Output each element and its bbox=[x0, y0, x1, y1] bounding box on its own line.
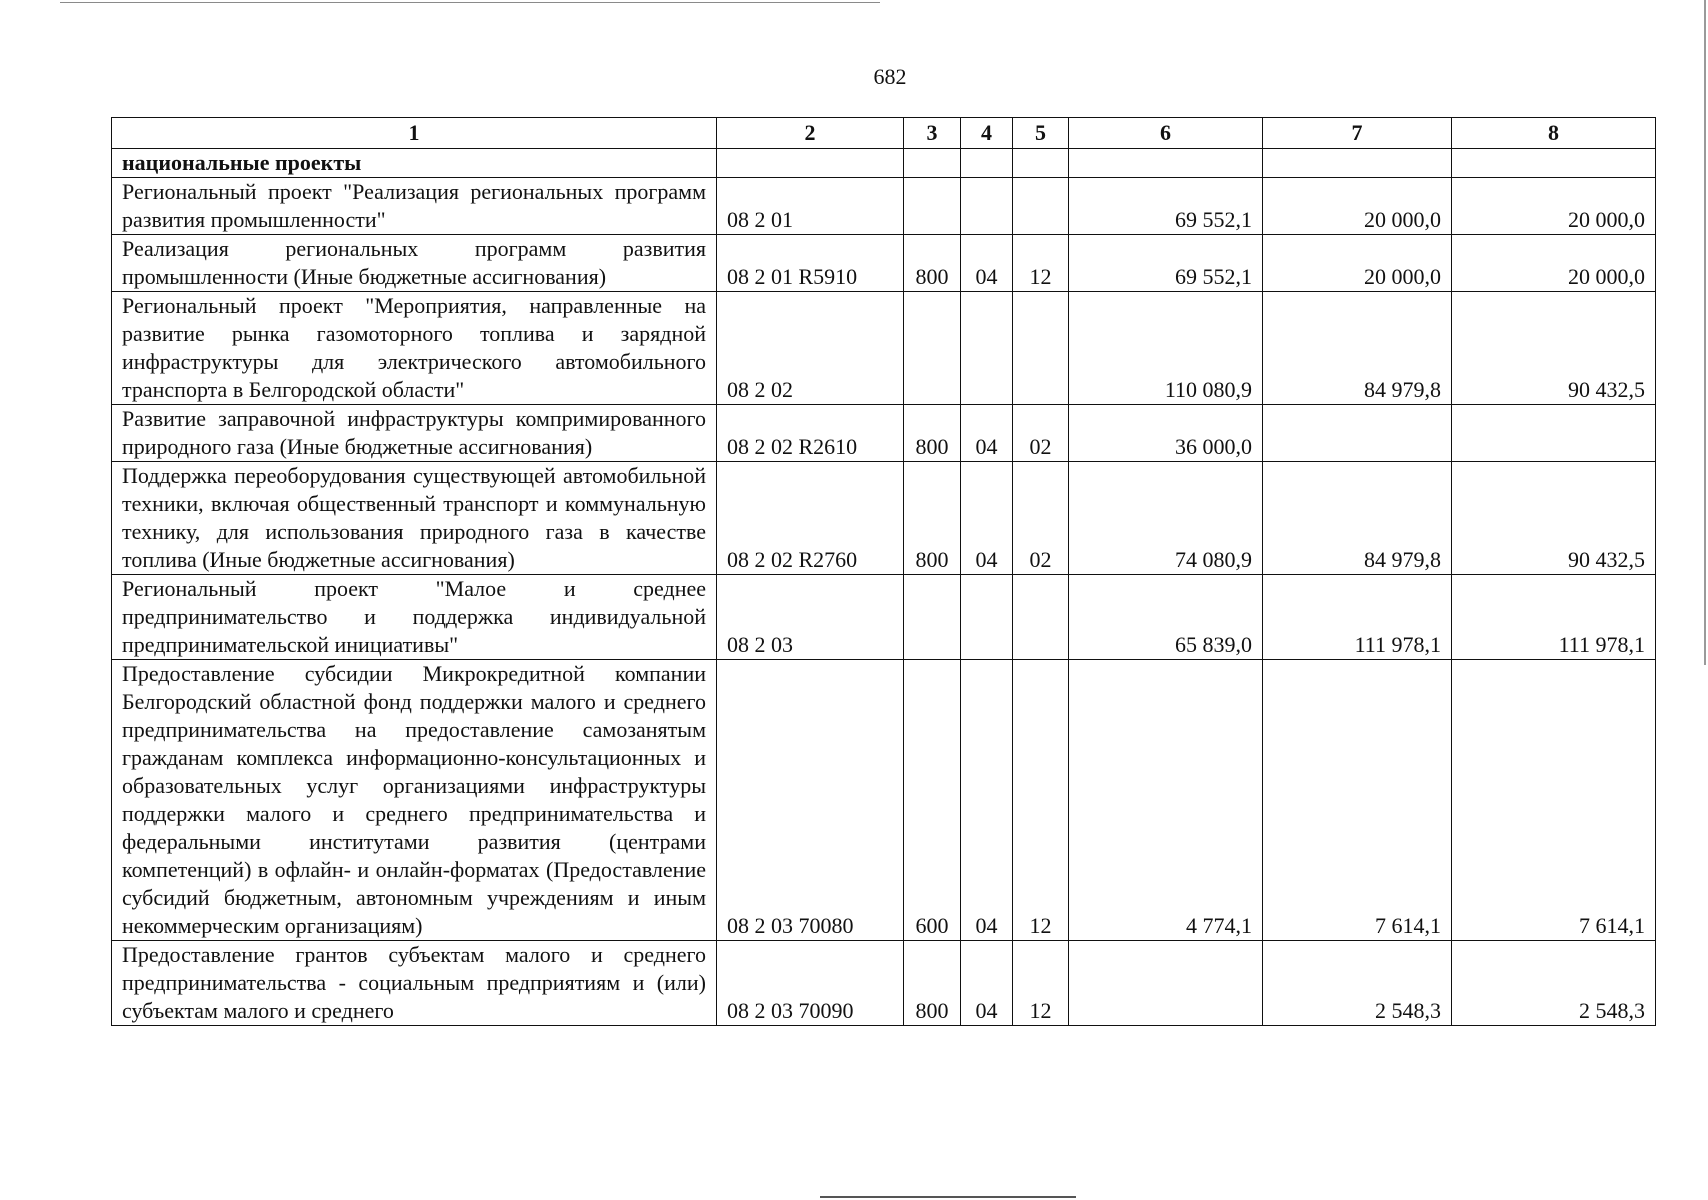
row-section bbox=[961, 292, 1013, 405]
row-amount-col7: 7 614,1 bbox=[1263, 660, 1452, 941]
table-row bbox=[112, 292, 1656, 405]
row-target-code: 08 2 02 R2760 bbox=[717, 462, 904, 575]
row-expense-type: 600 bbox=[904, 660, 961, 941]
row-amount-col8: 111 978,1 bbox=[1452, 575, 1656, 660]
footnote-separator-line bbox=[820, 1196, 1076, 1198]
row-section: 04 bbox=[961, 405, 1013, 462]
row-subsection bbox=[1013, 292, 1069, 405]
row-amount-col7: 2 548,3 bbox=[1263, 941, 1452, 1026]
row-amount-col6: 65 839,0 bbox=[1069, 575, 1263, 660]
row-section: 04 bbox=[961, 660, 1013, 941]
row-amount-col6: 4 774,1 bbox=[1069, 660, 1263, 941]
row-amount-col7: 84 979,8 bbox=[1263, 462, 1452, 575]
row-target-code: 08 2 01 bbox=[717, 178, 904, 235]
row-target-code: 08 2 03 70080 bbox=[717, 660, 904, 941]
row-amount-col6: 69 552,1 bbox=[1069, 178, 1263, 235]
table-row bbox=[112, 941, 1656, 1026]
row-expense-type: 800 bbox=[904, 941, 961, 1026]
row-expense-type bbox=[904, 575, 961, 660]
row-section bbox=[961, 178, 1013, 235]
row-description: Региональный проект "Реализация региональных программ развития промышленности" bbox=[112, 178, 717, 235]
table-row bbox=[112, 405, 1656, 462]
row-expense-type: 800 bbox=[904, 405, 961, 462]
row-amount-col7: 20 000,0 bbox=[1263, 235, 1452, 292]
row-subsection: 12 bbox=[1013, 941, 1069, 1026]
row-expense-type: 800 bbox=[904, 235, 961, 292]
row-amount-col7 bbox=[1263, 149, 1452, 178]
row-subsection: 12 bbox=[1013, 660, 1069, 941]
row-subsection: 12 bbox=[1013, 235, 1069, 292]
row-amount-col8: 2 548,3 bbox=[1452, 941, 1656, 1026]
table-row bbox=[112, 149, 1656, 178]
column-header-6: 6 bbox=[1069, 118, 1263, 149]
column-header-5: 5 bbox=[1013, 118, 1069, 149]
row-section: 04 bbox=[961, 462, 1013, 575]
row-expense-type bbox=[904, 178, 961, 235]
row-target-code: 08 2 03 bbox=[717, 575, 904, 660]
row-subsection bbox=[1013, 575, 1069, 660]
row-section bbox=[961, 575, 1013, 660]
row-target-code: 08 2 01 R5910 bbox=[717, 235, 904, 292]
column-header-7: 7 bbox=[1263, 118, 1452, 149]
row-subsection bbox=[1013, 178, 1069, 235]
row-description: Региональный проект "Малое и среднее предпринимательство и поддержка индивидуальной предпринимательской инициативы" bbox=[112, 575, 717, 660]
row-description: Поддержка переоборудования существующей автомобильной техники, включая общественный транспорт и коммунальную технику, для использования природного газа в качестве топлива (Иные бюджетные ассигнования) bbox=[112, 462, 717, 575]
row-target-code: 08 2 02 R2610 bbox=[717, 405, 904, 462]
row-description: Развитие заправочной инфраструктуры компримированного природного газа (Иные бюджетные ассигнования) bbox=[112, 405, 717, 462]
table-header-row bbox=[112, 118, 1656, 149]
table-row bbox=[112, 660, 1656, 941]
row-description: Реализация региональных программ развития промышленности (Иные бюджетные ассигнования) bbox=[112, 235, 717, 292]
row-target-code bbox=[717, 149, 904, 178]
row-amount-col7 bbox=[1263, 405, 1452, 462]
row-description: Региональный проект "Мероприятия, направленные на развитие рынка газомоторного топлива и зарядной инфраструктуры для электрического автомобильного транспорта в Белгородской области" bbox=[112, 292, 717, 405]
column-header-3: 3 bbox=[904, 118, 961, 149]
row-section bbox=[961, 149, 1013, 178]
row-description: Предоставление грантов субъектам малого и среднего предпринимательства - социальным предприятиям и (или) субъектам малого и среднего bbox=[112, 941, 717, 1026]
column-header-8: 8 bbox=[1452, 118, 1656, 149]
scan-edge-line-right bbox=[1704, 0, 1706, 665]
row-target-code: 08 2 02 bbox=[717, 292, 904, 405]
row-amount-col6: 74 080,9 bbox=[1069, 462, 1263, 575]
row-amount-col8 bbox=[1452, 405, 1656, 462]
row-expense-type: 800 bbox=[904, 462, 961, 575]
row-amount-col8 bbox=[1452, 149, 1656, 178]
table-row bbox=[112, 462, 1656, 575]
column-header-4: 4 bbox=[961, 118, 1013, 149]
scan-edge-line-top bbox=[60, 2, 880, 3]
column-header-1: 1 bbox=[112, 118, 717, 149]
row-expense-type bbox=[904, 292, 961, 405]
row-subsection: 02 bbox=[1013, 462, 1069, 575]
row-amount-col6 bbox=[1069, 149, 1263, 178]
row-subsection: 02 bbox=[1013, 405, 1069, 462]
row-description: национальные проекты bbox=[112, 149, 717, 178]
row-subsection bbox=[1013, 149, 1069, 178]
row-amount-col6: 36 000,0 bbox=[1069, 405, 1263, 462]
row-amount-col6: 69 552,1 bbox=[1069, 235, 1263, 292]
row-amount-col7: 111 978,1 bbox=[1263, 575, 1452, 660]
column-header-2: 2 bbox=[717, 118, 904, 149]
page-number: 682 bbox=[873, 64, 907, 89]
row-amount-col8: 7 614,1 bbox=[1452, 660, 1656, 941]
row-amount-col8: 20 000,0 bbox=[1452, 235, 1656, 292]
table-row bbox=[112, 235, 1656, 292]
row-amount-col7: 84 979,8 bbox=[1263, 292, 1452, 405]
table-row bbox=[112, 178, 1656, 235]
row-amount-col8: 20 000,0 bbox=[1452, 178, 1656, 235]
row-amount-col8: 90 432,5 bbox=[1452, 462, 1656, 575]
budget-table bbox=[111, 117, 1656, 1026]
table-row bbox=[112, 575, 1656, 660]
row-amount-col7: 20 000,0 bbox=[1263, 178, 1452, 235]
row-expense-type bbox=[904, 149, 961, 178]
row-section: 04 bbox=[961, 235, 1013, 292]
row-amount-col8: 90 432,5 bbox=[1452, 292, 1656, 405]
row-target-code: 08 2 03 70090 bbox=[717, 941, 904, 1026]
row-section: 04 bbox=[961, 941, 1013, 1026]
row-description: Предоставление субсидии Микрокредитной компании Белгородский областной фонд поддержки малого и среднего предпринимательства на предоставление самозанятым гражданам комплекса информационно-консультационных и образовательных услуг организациями инфраструктуры поддержки малого и среднего предпринимательства и федеральными институтами развития (центрами компетенций) в офлайн- и онлайн-форматах (Предоставление субсидий бюджетным, автономным учреждениям и иным некоммерческим организациям) bbox=[112, 660, 717, 941]
row-amount-col6: 110 080,9 bbox=[1069, 292, 1263, 405]
row-amount-col6 bbox=[1069, 941, 1263, 1026]
